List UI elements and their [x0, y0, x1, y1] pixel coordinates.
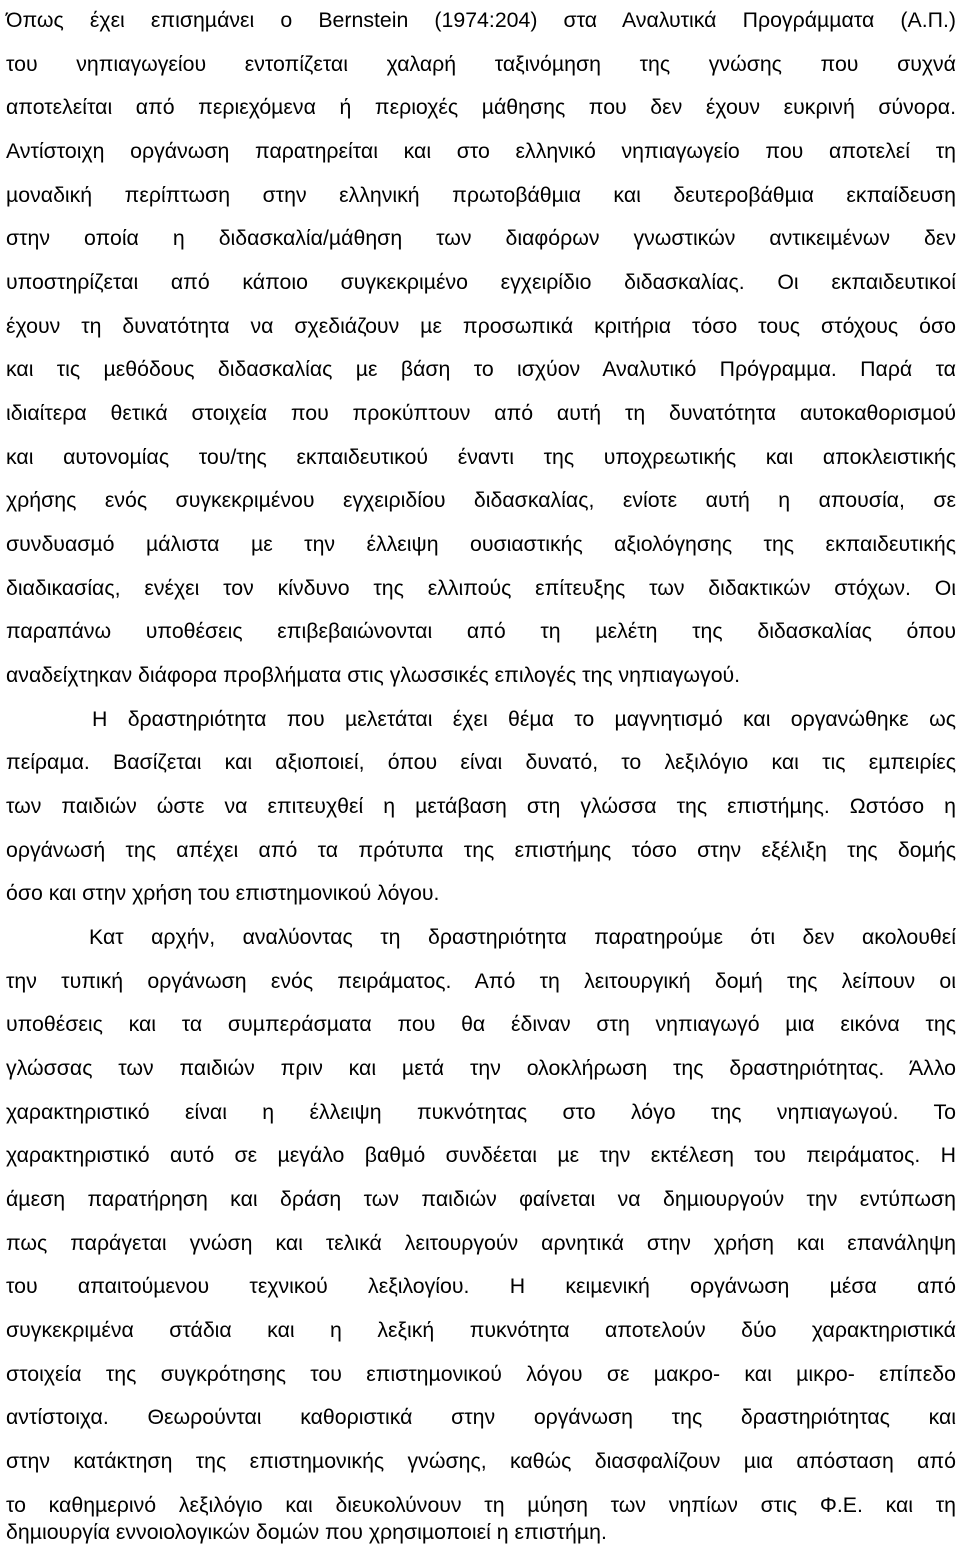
text-line: και αυτονοµίας του/της εκπαιδευτικού έναντι της υποχρεωτικής και αποκλειστικής: [6, 445, 956, 469]
text-line: αποτελείται από περιεχόµενα ή περιοχές µάθησης που δεν έχουν ευκρινή σύνορα.: [6, 95, 956, 119]
text-line: γλώσσας των παιδιών πριν και µετά την ολοκλήρωση της δραστηριότητας. Άλλο: [6, 1056, 956, 1080]
text-line: παραπάνω υποθέσεις επιβεβαιώνονται από τη µελέτη της διδασκαλίας όπου: [6, 619, 956, 643]
text-line: στην κατάκτηση της επιστηµονικής γνώσης, καθώς διασφαλίζουν µια απόσταση από: [6, 1449, 956, 1473]
text-line: Η δραστηριότητα που µελετάται έχει θέµα το µαγνητισµό και οργανώθηκε ως: [92, 707, 956, 731]
text-line: το καθηµερινό λεξιλόγιο και διευκολύνουν τη µύηση των νηπίων στις Φ.Ε. και τη: [6, 1493, 956, 1517]
text-line: διαδικασίας, ενέχει τον κίνδυνο της ελλιπούς επίτευξης των διδακτικών στόχων. Οι: [6, 576, 956, 600]
text-line: χρήσης ενός συγκεκριµένου εγχειριδίου διδασκαλίας, ενίοτε αυτή η απουσία, σε: [6, 488, 956, 512]
text-line: του νηπιαγωγείου εντοπίζεται χαλαρή ταξινόµηση της γνώσης που συχνά: [6, 52, 956, 76]
text-line: υποστηρίζεται από κάποιο συγκεκριµένο εγχειρίδιο διδασκαλίας. Οι εκπαιδευτικοί: [6, 270, 956, 294]
text-line: ιδιαίτερα θετικά στοιχεία που προκύπτουν από αυτή τη δυνατότητα αυτοκαθορισµού: [6, 401, 956, 425]
text-line: Αντίστοιχη οργάνωση παρατηρείται και στο ελληνικό νηπιαγωγείο που αποτελεί τη: [6, 139, 956, 163]
text-line: µοναδική περίπτωση στην ελληνική πρωτοβάθµια και δευτεροβάθµια εκπαίδευση: [6, 183, 956, 207]
text-line: οργάνωσή της απέχει από τα πρότυπα της επιστήµης τόσο στην εξέλιξη της δοµής: [6, 838, 956, 862]
text-line: των παιδιών ώστε να επιτευχθεί η µετάβαση στη γλώσσα της επιστήµης. Ωστόσο η: [6, 794, 956, 818]
text-line: αντίστοιχα. Θεωρούνται καθοριστικά στην οργάνωση της δραστηριότητας και: [6, 1405, 956, 1429]
text-line: χαρακτηριστικό είναι η έλλειψη πυκνότητας στο λόγο της νηπιαγωγού. Το: [6, 1100, 956, 1124]
text-line: στην οποία η διδασκαλία/µάθηση των διαφόρων γνωστικών αντικειµένων δεν: [6, 226, 956, 250]
text-line: συνδυασµό µάλιστα µε την έλλειψη ουσιαστικής αξιολόγησης της εκπαιδευτικής: [6, 532, 956, 556]
text-line: Όπως έχει επισηµάνει ο Bernstein (1974:204) στα Αναλυτικά Προγράµµατα (Α.Π.): [6, 8, 956, 32]
text-line: πως παράγεται γνώση και τελικά λειτουργούν αρνητικά στην χρήση και επανάληψη: [6, 1231, 956, 1255]
text-line: δηµιουργία εννοιολογικών δοµών που χρησιµοποιεί η επιστήµη.: [6, 1520, 607, 1544]
text-line: συγκεκριµένα στάδια και η λεξική πυκνότητα αποτελούν δύο χαρακτηριστικά: [6, 1318, 956, 1342]
text-line: την τυπική οργάνωση ενός πειράµατος. Από τη λειτουργική δοµή της λείπουν οι: [6, 969, 956, 993]
text-line: χαρακτηριστικό αυτό σε µεγάλο βαθµό συνδέεται µε την εκτέλεση του πειράµατος. Η: [6, 1143, 956, 1167]
text-line: όσο και στην χρήση του επιστηµονικού λόγου.: [6, 881, 440, 905]
text-line: άµεση παρατήρηση και δράση των παιδιών φαίνεται να δηµιουργούν την εντύπωση: [6, 1187, 956, 1211]
text-line: και τις µεθόδους διδασκαλίας µε βάση το ισχύον Αναλυτικό Πρόγραµµα. Παρά τα: [6, 357, 956, 381]
text-line: υποθέσεις και τα συµπεράσµατα που θα έδιναν στη νηπιαγωγό µια εικόνα της: [6, 1012, 956, 1036]
text-line: του απαιτούµενου τεχνικού λεξιλογίου. Η κειµενική οργάνωση µέσα από: [6, 1274, 956, 1298]
text-line: αναδείχτηκαν διάφορα προβλήµατα στις γλωσσικές επιλογές της νηπιαγωγού.: [6, 663, 741, 687]
text-line: πείραµα. Βασίζεται και αξιοποιεί, όπου είναι δυνατό, το λεξιλόγιο και τις εµπειρίες: [6, 750, 956, 774]
text-line: έχουν τη δυνατότητα να σχεδιάζουν µε προσωπικά κριτήρια τόσο τους στόχους όσο: [6, 314, 956, 338]
text-line: Κατ αρχήν, αναλύοντας τη δραστηριότητα παρατηρούµε ότι δεν ακολουθεί: [89, 925, 956, 949]
text-line: στοιχεία της συγκρότησης του επιστηµονικού λόγου σε µακρο- και µικρο- επίπεδο: [6, 1362, 956, 1386]
